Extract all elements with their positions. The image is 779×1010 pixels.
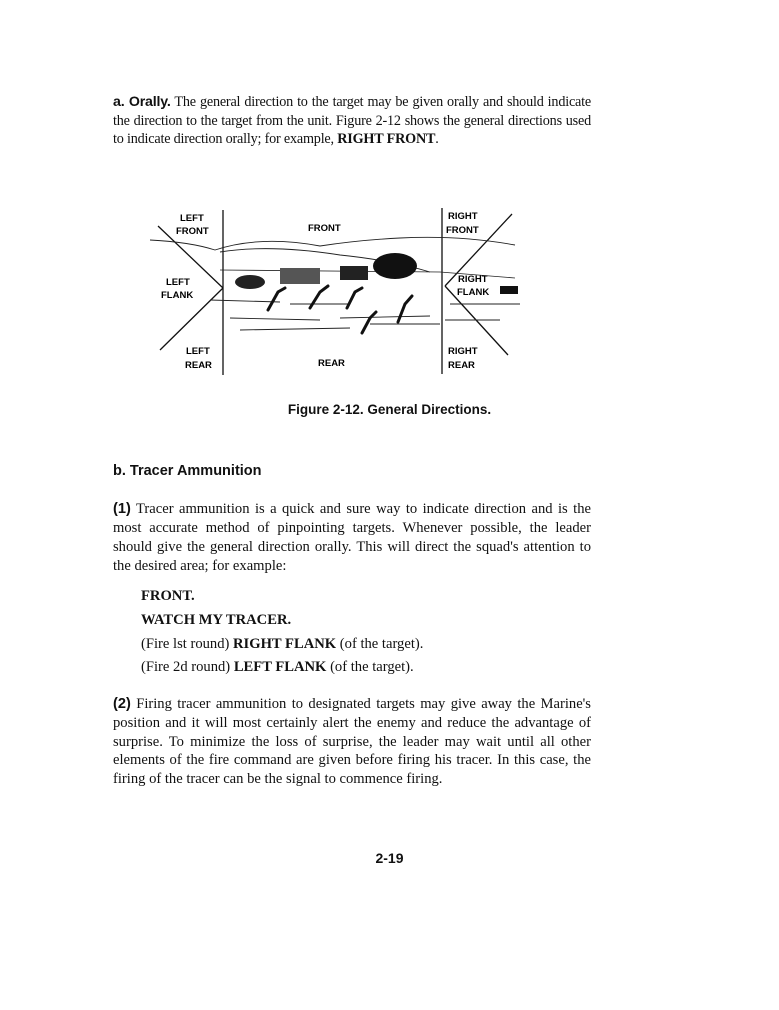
section-a-paragraph xyxy=(113,93,591,149)
paragraph-1-text: Tracer ammunition is a quick and sure way to indicate direction and is the most accurate method of pinpointing targets. Whenever possible, the leader should give the general direction orally. This will direct the squad's attention to the desired area; for example: xyxy=(113,501,591,574)
paragraph-1 xyxy=(113,500,591,576)
command-line-3: (Fire lst round) RIGHT FLANK (of the target). xyxy=(141,636,424,652)
section-b-heading: b. Tracer Ammunition xyxy=(113,463,262,479)
label-right-rear: RIGHT xyxy=(448,346,478,357)
command-line-1: FRONT. xyxy=(141,588,195,604)
section-a-text: The general direction to the target may be given orally and should indicate the direction to the target from the unit. Figure 2-12 shows the general directions used to indicate direction orally; for example, xyxy=(113,94,591,147)
bold-example: RIGHT FRONT xyxy=(337,131,436,147)
label-right-flank-2: FLANK xyxy=(457,287,490,298)
label-right-flank: RIGHT xyxy=(458,274,488,285)
label-left-front: LEFT xyxy=(180,213,204,224)
label-right-front: RIGHT xyxy=(448,211,478,222)
section-a-lead: a. Orally. xyxy=(113,94,171,110)
paragraph-2-number: (2) xyxy=(113,696,131,712)
command-line-4: (Fire 2d round) LEFT FLANK (of the target). xyxy=(141,659,414,675)
label-front: FRONT xyxy=(308,223,341,234)
paragraph-2 xyxy=(113,695,591,789)
command-line-2: WATCH MY TRACER. xyxy=(141,612,292,628)
paragraph-2-text: Firing tracer ammunition to designated targets may give away the Marine's position and it will most certainly alert the enemy and reduce the advantage of surprise. To minimize the loss of surprise, the leader may wait until all other elements of the fire command are given before firing his tracer. In this case, the firing of the tracer can be the signal to commence firing. xyxy=(113,696,591,788)
label-left-flank-2: FLANK xyxy=(161,290,194,301)
page-number: 2-19 xyxy=(375,850,404,866)
figure-caption: Figure 2-12. General Directions. xyxy=(287,402,492,417)
section-a-end: . xyxy=(435,131,439,147)
label-rear: REAR xyxy=(318,358,345,369)
label-left-flank: LEFT xyxy=(166,277,190,288)
general-directions-figure xyxy=(140,200,540,380)
paragraph-1-number: (1) xyxy=(113,501,131,517)
label-right-front-2: FRONT xyxy=(446,225,479,236)
label-right-rear-2: REAR xyxy=(448,360,475,371)
label-left-rear-2: REAR xyxy=(185,360,212,371)
label-left-front-2: FRONT xyxy=(176,226,209,237)
label-left-rear: LEFT xyxy=(186,346,210,357)
